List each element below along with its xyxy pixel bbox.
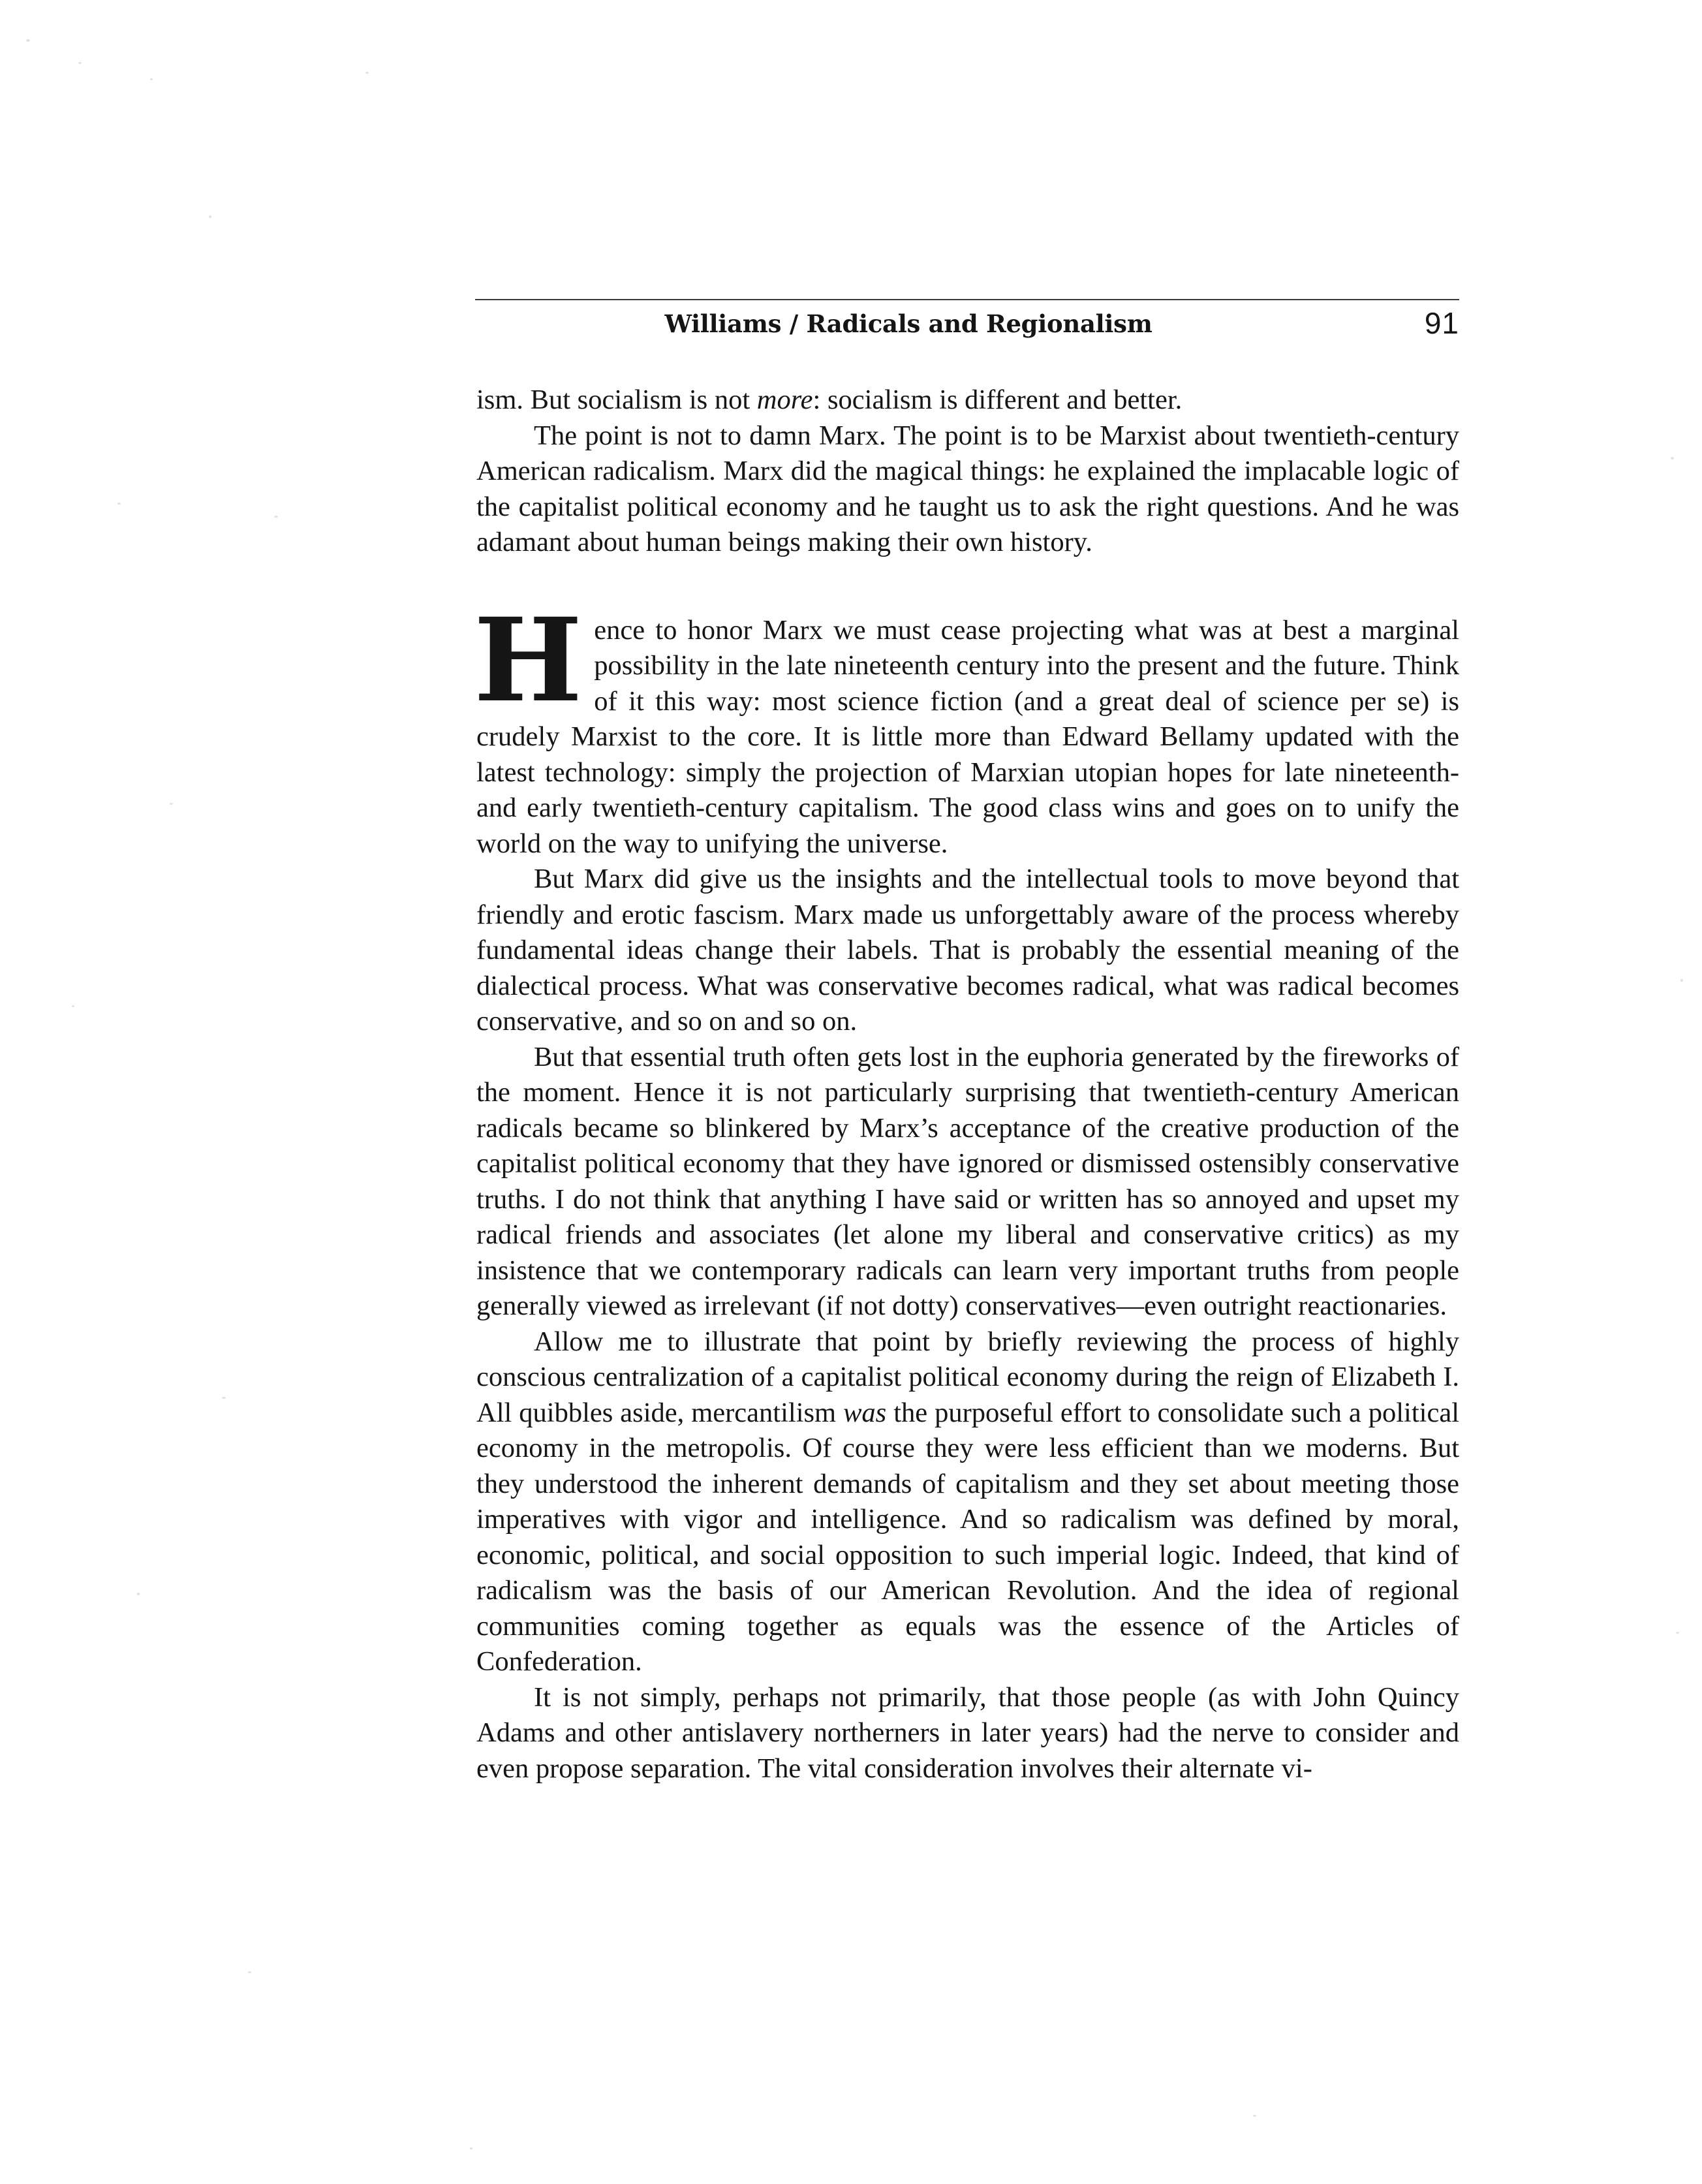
paragraph-text: Allow me to illustrate that point by briefly reviewing the process of highly conscious centralization of a capitalist political economy during the reign of Elizabeth I. All quibbles aside, mercantilism <box>476 1326 1459 1428</box>
scan-speck <box>470 2147 472 2149</box>
paragraph-text: ence to honor Marx we must cease projecting what was at best a marginal possibility in the late nineteenth century into the present and the future. Think of it this way: most science fiction (and a great deal of science per se) is crudely Marxist to the core. It is little more than Edward Bellamy updated with the latest technology: simply the projection of Marxian utopian hopes for late nineteenth- and early twentieth-century capitalism. The good class wins and goes on to unify the world on the way to unifying the universe. <box>476 614 1459 859</box>
scan-speck <box>248 1971 251 1973</box>
scan-speck <box>137 1593 140 1595</box>
scan-speck <box>1676 1632 1679 1634</box>
paragraph-section-start <box>474 592 1459 862</box>
scan-speck <box>150 78 153 80</box>
emphasis-text: more <box>756 384 813 415</box>
scan-speck <box>170 803 173 805</box>
paragraph <box>476 1324 1459 1680</box>
running-head-title: Williams / Radicals and Regionalism <box>664 309 1153 338</box>
page-number: 91 <box>1424 306 1459 340</box>
scan-speck <box>26 39 30 42</box>
paragraph-text: ism. But socialism is not <box>476 384 757 415</box>
body-text <box>476 382 1459 1786</box>
paragraph-text: the purposeful effort to consolidate such a political economy in the metropolis. Of course they were less efficient than we moderns. But they understood the inherent demands of capitalism and they set about meeting those imperatives with vigor and intelligence. And so radicalism was defined by moral, economic, political, and social opposition to such imperial logic. Indeed, that kind of radicalism was the basis of our American Revolution. And the idea of regional communities coming together as equals was the essence of the Articles of Confederation. <box>476 1397 1459 1677</box>
paragraph-text: : socialism is different and better. <box>812 384 1183 415</box>
scan-speck <box>222 1397 226 1399</box>
scan-speck <box>1253 2115 1256 2117</box>
running-header <box>475 299 1459 339</box>
scan-speck <box>274 516 278 518</box>
scan-speck <box>78 62 82 64</box>
emphasis-text: was <box>843 1397 887 1428</box>
paragraph: It is not simply, perhaps not primarily, that those people (as with John Quincy Adams and other antislavery northerners in later years) had the nerve to consider and even propose separation. The vital consideration involves their alternate vi- <box>476 1681 1459 1784</box>
scan-speck <box>1671 457 1674 460</box>
paragraph: But that essential truth often gets lost in the euphoria generated by the fireworks of the moment. Hence it is not particularly surprising that twentieth-century American radicals became so blinkered by Marx’s acceptance of the creative production of the capitalist political economy that they have ignored or dismissed ostensibly conservative truths. I do not think that anything I have said or written has so annoyed and upset my radical friends and associates (let alone my liberal and conservative critics) as my insistence that we contemporary radicals can learn very important truths from people generally viewed as irrelevant (if not dotty) conservatives—even outright reactionaries. <box>476 1041 1459 1321</box>
scan-speck <box>72 1005 74 1007</box>
scan-speck <box>209 215 211 218</box>
scan-speck <box>117 503 121 505</box>
drop-cap: H <box>474 592 583 728</box>
scan-speck <box>365 72 369 74</box>
paragraph: But Marx did give us the insights and the intellectual tools to move beyond that friendly and erotic fascism. Marx made us unforgettably aware of the process whereby fundamental ideas change their labels. That is probably the essential meaning of the dialectical process. What was conservative becomes radical, what was radical becomes conservative, and so on and so on. <box>476 864 1459 1037</box>
paragraph: The point is not to damn Marx. The point is to be Marxist about twentieth-century American radicalism. Marx did the magical things: he explained the implacable logic of the capitalist political economy and he taught us to ask the right questions. And he was adamant about human beings making their own history. <box>476 420 1459 557</box>
scan-speck <box>1680 979 1683 982</box>
paragraph <box>476 382 1459 418</box>
